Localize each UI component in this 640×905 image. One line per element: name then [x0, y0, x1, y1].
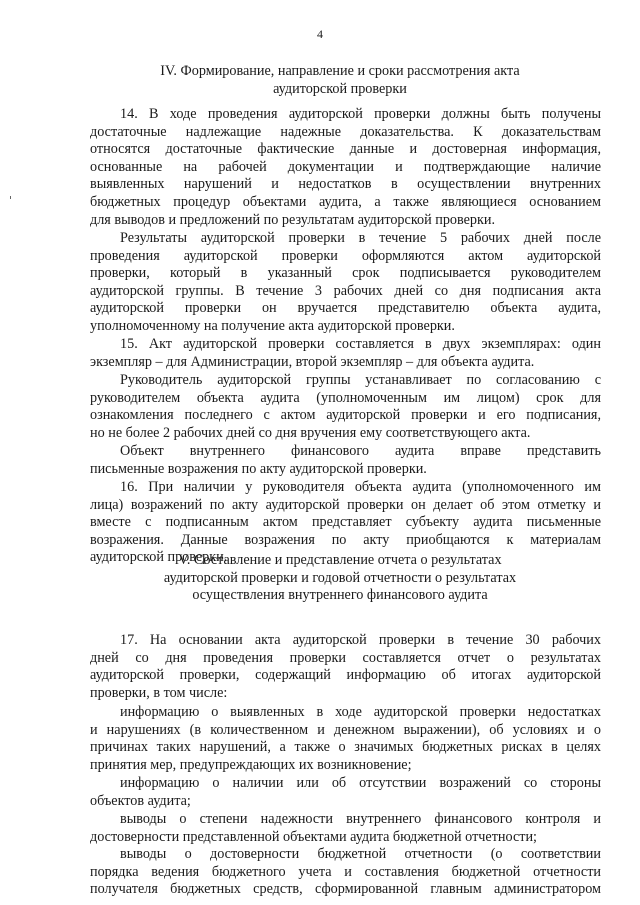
text-line: аудиторской проверки.	[90, 549, 228, 566]
paragraph-14	[90, 106, 601, 229]
text-line: достоверности представленной объектами аудита бюджетной отчетности;	[90, 828, 537, 845]
text-line: дней со дня проведения проверки составляется отчет о результатах	[90, 649, 601, 666]
text-line: вместе с подписанным актом представляет субъекту аудита письменные	[90, 514, 601, 531]
list-item-reliability	[90, 811, 601, 846]
paragraph-review-period	[90, 372, 601, 442]
section-5-heading	[90, 552, 590, 605]
text-line: Руководитель аудиторской группы устанавливает по согласованию с	[120, 372, 601, 388]
heading-line: аудиторской проверки и годовой отчетности о результатах	[163, 569, 517, 586]
text-line: но не более 2 рабочих дней со дня вручения ему соответствующего акта.	[90, 424, 531, 441]
paragraph-results	[90, 230, 601, 336]
text-line: причинах таких нарушений, а также о значимых бюджетных рисках в целях	[90, 739, 601, 756]
text-line: аудиторской группы. В течение 3 рабочих дней со дня подписания акта	[90, 282, 601, 299]
list-item-objections-info	[90, 775, 601, 810]
text-line: относятся достаточные фактические данные и достоверная информация,	[90, 141, 601, 158]
text-line: письменные возражения по акту аудиторской проверки.	[90, 460, 427, 477]
text-line: принятия мер, предупреждающих их возникновение;	[90, 756, 412, 773]
heading-line: V. Составление и представление отчета о результатах	[178, 552, 502, 568]
text-line: информацию о наличии или об отсутствии возражений со стороны	[120, 775, 601, 791]
text-line: 16. При наличии у руководителя объекта аудита (уполномоченного им	[120, 479, 601, 495]
text-line: бюджетных процедур объектами аудита, а также являющиеся основанием	[90, 193, 601, 210]
list-item-accuracy	[90, 846, 601, 899]
text-line: порядка ведения бюджетного учета и составления бюджетной отчетности	[90, 863, 601, 880]
text-line: Результаты аудиторской проверки в течение 5 рабочих дней после	[120, 230, 601, 246]
text-line: основанные на рабочей документации и подтверждающие наличие	[90, 158, 601, 175]
heading-line: аудиторской проверки	[273, 80, 407, 97]
paragraph-objections	[90, 443, 601, 478]
text-line: проверки, в том числе:	[90, 684, 228, 701]
list-item-deficiencies	[90, 704, 601, 774]
paragraph-15	[90, 336, 601, 371]
text-line: объектов аудита;	[90, 792, 191, 809]
text-line: выявленных нарушений и недостатков в осуществлении внутренних	[90, 176, 601, 193]
text-line: достаточные надлежащие надежные доказательства. К доказательствам	[90, 123, 601, 140]
text-line: аудиторской проверки, содержащий информацию об итогах аудиторской	[90, 667, 601, 684]
text-line: проверки, который в указанный срок подписывается руководителем	[90, 265, 601, 282]
text-line: и нарушениях (в количественном и денежном выражении), об условиях и о	[90, 721, 601, 738]
text-line: возражения. Данные возражения по акту приобщаются к материалам	[90, 531, 601, 548]
margin-mark	[10, 196, 11, 199]
text-line: руководителем объекта аудита (уполномоченным им лицом) срок для	[90, 389, 601, 406]
text-line: выводы о достоверности бюджетной отчетности (о соответствии	[120, 846, 601, 862]
text-line: 14. В ходе проведения аудиторской проверки должны быть получены	[120, 106, 601, 122]
text-line: ознакомления последнего с актом аудиторской проверки и его подписания,	[90, 407, 601, 424]
text-line: уполномоченному на получение акта аудиторской проверки.	[90, 317, 455, 334]
text-line: 17. На основании акта аудиторской проверки в течение 30 рабочих	[120, 632, 601, 648]
text-line: информацию о выявленных в ходе аудиторской проверки недостатках	[120, 704, 601, 720]
page-number: 4	[317, 27, 323, 41]
section-4-heading	[90, 63, 590, 98]
paragraph-17	[90, 632, 601, 702]
text-line: получателя бюджетных средств, сформированной главным администратором	[90, 881, 601, 898]
text-line: Объект внутреннего финансового аудита вправе представить	[120, 443, 601, 459]
text-line: проведения аудиторской проверки оформляются актом аудиторской	[90, 247, 601, 264]
text-line: экземпляр – для Администрации, второй экземпляр – для объекта аудита.	[90, 353, 535, 370]
text-line: аудиторской проверки он вручается представителю объекта аудита,	[90, 300, 601, 317]
heading-line: IV. Формирование, направление и сроки рассмотрения акта	[160, 63, 520, 79]
heading-line: осуществления внутреннего финансового аудита	[192, 587, 488, 603]
text-line: выводы о степени надежности внутреннего финансового контроля и	[120, 811, 601, 827]
text-line: лица) возражений по акту аудиторской проверки он делает об этом отметку и	[90, 496, 601, 513]
text-line: 15. Акт аудиторской проверки составляется в двух экземплярах: один	[120, 336, 601, 352]
text-line: для выводов и предложений по результатам аудиторской проверки.	[90, 211, 496, 228]
